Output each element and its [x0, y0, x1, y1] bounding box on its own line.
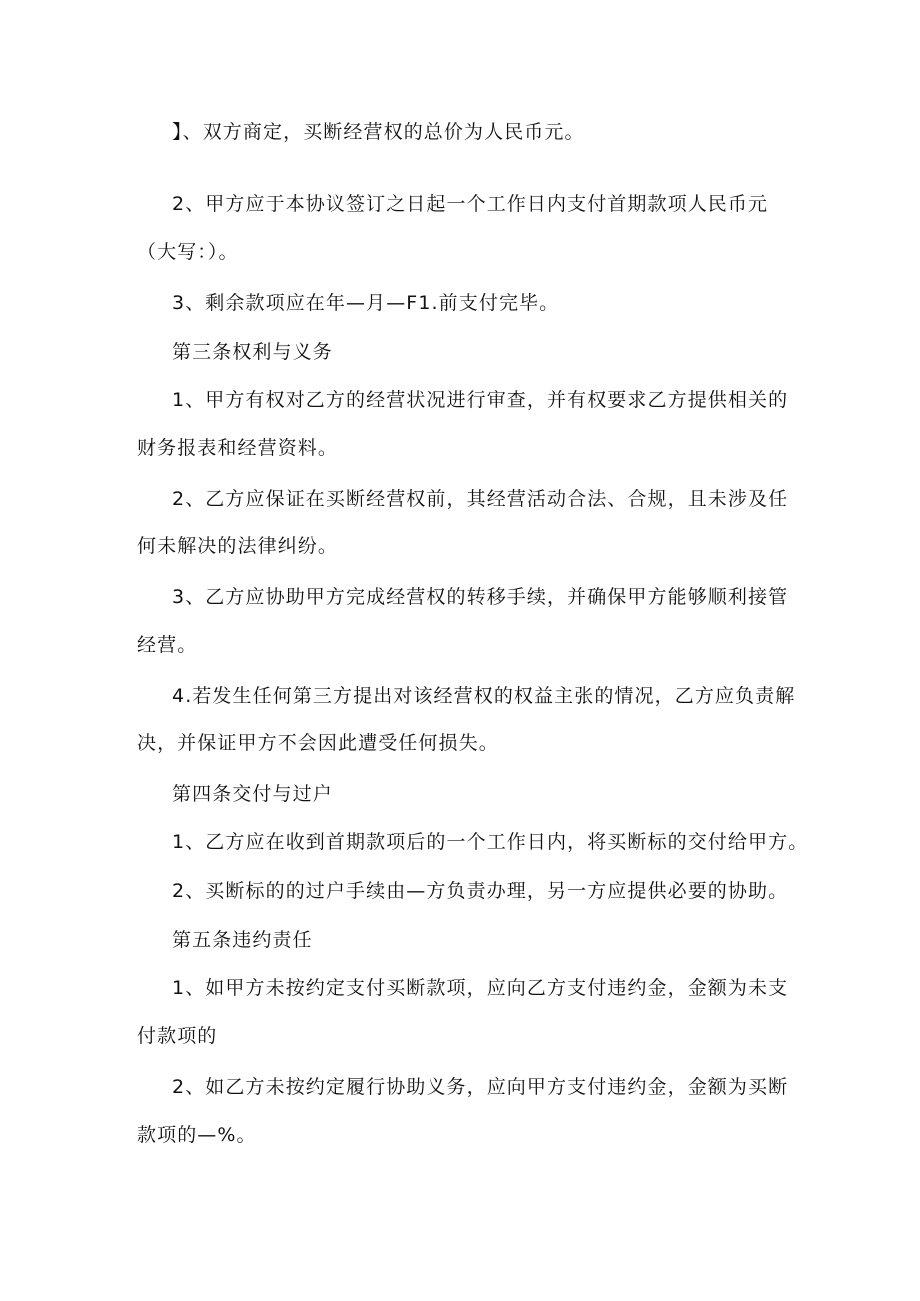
clause-line: 3、乙方应协助甲方完成经营权的转移手续，并确保甲方能够顺利接管	[172, 586, 789, 608]
section-heading: 第三条权利与义务	[172, 341, 333, 363]
clause-line: 经营。	[137, 634, 198, 656]
clause-line: 2、买断标的的过户手续由—方负责办理，另一方应提供必要的协助。	[172, 880, 789, 902]
clause-line: 1、乙方应在收到首期款项后的一个工作日内，将买断标的交付给甲方。	[172, 831, 809, 853]
clause-line: 1、甲方有权对乙方的经营状况进行审查，并有权要求乙方提供相关的	[172, 389, 789, 411]
clause-line: 款项的—%。	[137, 1124, 257, 1146]
clause-line: 2、乙方应保证在买断经营权前，其经营活动合法、合规，且未涉及任	[172, 488, 789, 510]
clause-line: 2、如乙方未按约定履行协助义务，应向甲方支付违约金，金额为买断	[172, 1076, 789, 1098]
clause-line: 何未解决的法律纠纷。	[137, 535, 339, 557]
clause-line: 1、如甲方未按约定支付买断款项，应向乙方支付违约金，金额为未支	[172, 977, 789, 999]
clause-line: （大写：）。	[137, 241, 239, 263]
clause-line: 财务报表和经营资料。	[137, 437, 339, 459]
section-heading: 第四条交付与过户	[172, 783, 333, 805]
clause-line: 4.若发生任何第三方提出对该经营权的权益主张的情况，乙方应负责解	[172, 685, 796, 707]
clause-line: 3、剩余款项应在年—月—F1.前支付完毕。	[172, 292, 560, 314]
clause-line: 决，并保证甲方不会因此遭受任何损失。	[137, 732, 499, 754]
section-heading: 第五条违约责任	[172, 929, 313, 951]
clause-line: 】、双方商定，买断经营权的总价为人民币元。	[172, 121, 585, 143]
clause-line: 付款项的	[137, 1025, 218, 1047]
clause-line: 2、甲方应于本协议签订之日起一个工作日内支付首期款项人民币元	[172, 193, 769, 215]
